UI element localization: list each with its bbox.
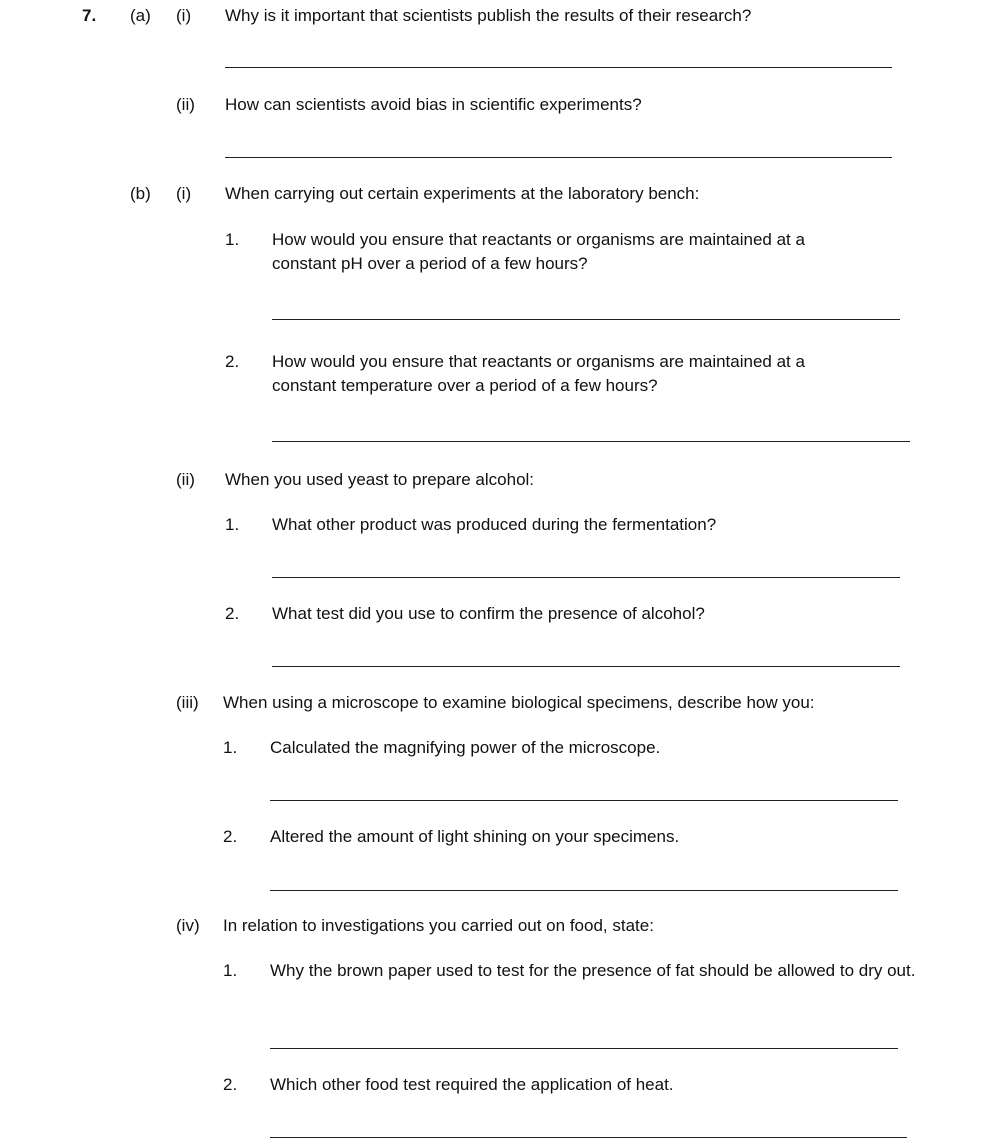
part-b-iv-question: In relation to investigations you carried out on food, state: (223, 916, 654, 935)
answer-line-b-iv-2[interactable] (270, 1137, 907, 1138)
part-b-i-item-1: How would you ensure that reactants or organisms are maintained at a constant pH over a period of a few hours? (272, 230, 805, 273)
part-b-i-label: (i) (176, 184, 192, 203)
item-number: 2. (225, 352, 240, 371)
question-number: 7. (82, 6, 97, 25)
answer-line-b-iv-1[interactable] (270, 1048, 898, 1049)
part-a-ii-question: How can scientists avoid bias in scientific experiments? (225, 95, 642, 114)
item-number: 1. (223, 738, 238, 757)
answer-line-b-ii-2[interactable] (272, 666, 900, 667)
answer-line-b-ii-1[interactable] (272, 577, 900, 578)
part-b-i-question: When carrying out certain experiments at the laboratory bench: (225, 184, 700, 203)
answer-line-a-ii[interactable] (225, 157, 892, 158)
answer-line-b-i-2[interactable] (272, 441, 910, 442)
answer-line-b-iii-1[interactable] (270, 800, 898, 801)
part-b-iii-label: (iii) (176, 693, 199, 712)
part-b-ii-item-1: What other product was produced during the fermentation? (272, 515, 717, 534)
part-a-i-label: (i) (176, 6, 192, 25)
item-number: 2. (225, 604, 240, 623)
part-b-ii-item-2: What test did you use to confirm the presence of alcohol? (272, 604, 705, 623)
answer-line-a-i[interactable] (225, 67, 892, 68)
part-a-i-question: Why is it important that scientists publish the results of their research? (225, 6, 752, 25)
item-number: 1. (225, 515, 240, 534)
part-b-iii-item-1: Calculated the magnifying power of the microscope. (270, 738, 661, 757)
answer-line-b-i-1[interactable] (272, 319, 900, 320)
item-number: 2. (223, 1075, 238, 1094)
item-number: 2. (223, 827, 238, 846)
part-b-ii-label: (ii) (176, 470, 195, 489)
part-b-iv-item-1: Why the brown paper used to test for the presence of fat should be allowed to dry out. (270, 961, 916, 980)
part-b-iv-label: (iv) (176, 916, 200, 935)
part-b-iii-item-2: Altered the amount of light shining on your specimens. (270, 827, 680, 846)
item-number: 1. (223, 961, 238, 980)
part-b-i-item-2: How would you ensure that reactants or organisms are maintained at a constant temperature over a period of a few hours? (272, 352, 805, 395)
part-a-label: (a) (130, 6, 151, 25)
answer-line-b-iii-2[interactable] (270, 890, 898, 891)
part-a-ii-label: (ii) (176, 95, 195, 114)
part-b-iii-question: When using a microscope to examine biological specimens, describe how you: (223, 693, 815, 712)
part-b-label: (b) (130, 184, 151, 203)
part-b-ii-question: When you used yeast to prepare alcohol: (225, 470, 535, 489)
item-number: 1. (225, 230, 240, 249)
part-b-iv-item-2: Which other food test required the application of heat. (270, 1075, 674, 1094)
